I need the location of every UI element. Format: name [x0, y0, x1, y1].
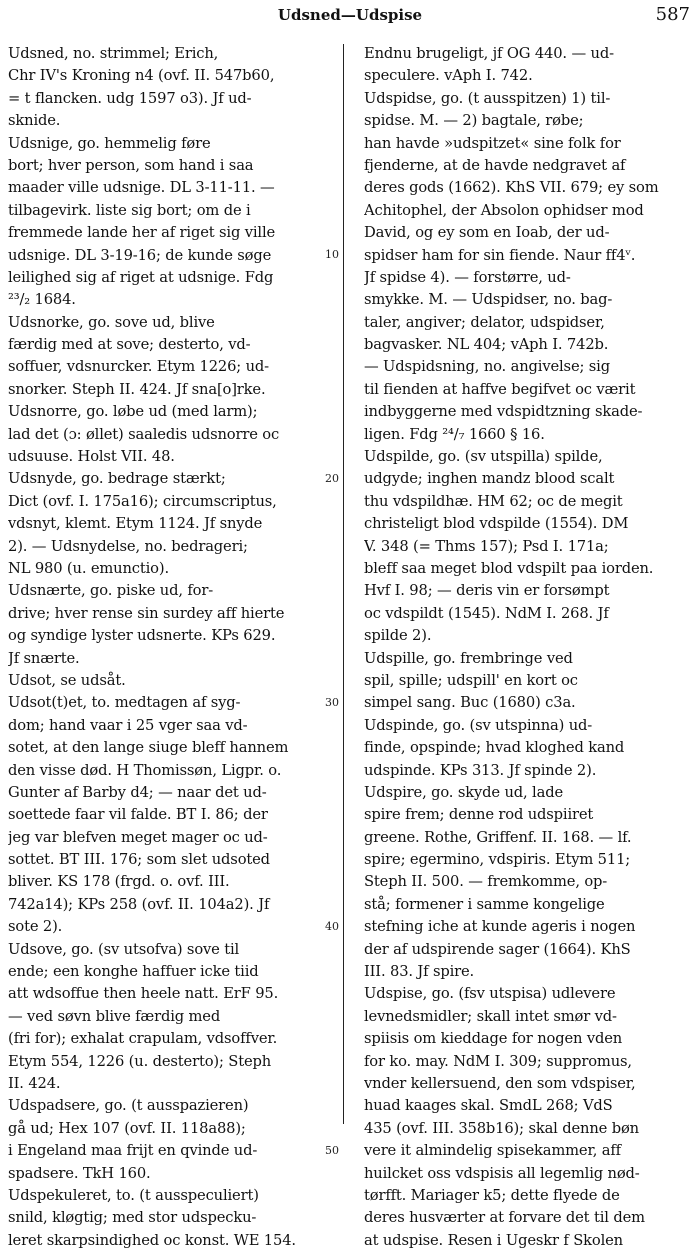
- text-line: Steph II. 500. — fremkomme, op-: [364, 873, 608, 891]
- text-line: tørfft. Mariager k5; dette flyede de: [364, 1186, 620, 1204]
- text-line: stefning iche at kunde ageris i nogen: [364, 918, 636, 936]
- text-line: sotet, at den lange siuge bleff hannem: [8, 739, 289, 757]
- text-line: spire frem; denne rod udspiiret: [364, 806, 594, 824]
- text-line: spil, spille; udspill' en kort oc: [364, 671, 578, 689]
- text-line: deres husværter at forvare det til dem: [364, 1209, 645, 1227]
- text-line: udsuuse. Holst VII. 48.: [8, 448, 175, 466]
- text-line: christeligt blod vdspilde (1554). DM: [364, 515, 629, 533]
- text-line: — ved søvn blive færdig med: [8, 1007, 221, 1025]
- page-header: [0, 6, 700, 28]
- text-line: indbyggerne med vdspidtzning skade-: [364, 403, 643, 421]
- text-line: vdsnyt, klemt. Etym 1124. Jf snyde: [8, 515, 263, 533]
- page-number: 587: [655, 4, 690, 25]
- text-line: gå ud; Hex 107 (ovf. II. 118a88);: [8, 1119, 246, 1137]
- text-line: for ko. may. NdM I. 309; suppromus,: [364, 1052, 632, 1070]
- text-line: Chr IV's Kroning n4 (ovf. II. 547b60,: [8, 67, 275, 85]
- text-line: thu vdspildhæ. HM 62; oc de megit: [364, 492, 623, 510]
- text-line: lad det (ɔ: øllet) saaledis udsnorre oc: [8, 425, 280, 443]
- text-line: i Engeland maa frijt en qvinde ud-: [8, 1142, 258, 1160]
- text-line: udsnige. DL 3-19-16; de kunde søge: [8, 246, 272, 264]
- text-line: vere it almindelig spisekammer, aff: [364, 1142, 621, 1160]
- text-line: stå; formener i samme kongelige: [364, 895, 605, 913]
- line-number: 30: [325, 695, 339, 709]
- text-line: Udsnærte, go. piske ud, for-: [8, 582, 214, 600]
- text-line: Gunter af Barby d4; — naar det ud-: [8, 783, 267, 801]
- text-line: 742a14); KPs 258 (ovf. II. 104a2). Jf: [8, 895, 270, 913]
- text-line: ende; een konghe haffuer icke tiid: [8, 963, 259, 981]
- running-title: Udsned—Udspise: [277, 6, 423, 24]
- left-column: [8, 43, 326, 1252]
- right-column: [364, 43, 690, 1252]
- text-line: Udspinde, go. (sv utspinna) ud-: [364, 716, 593, 734]
- text-line: Udsnyde, go. bedrage stærkt;: [8, 470, 226, 488]
- text-line: V. 348 (= Thms 157); Psd I. 171a;: [364, 537, 609, 555]
- text-line: III. 83. Jf spire.: [364, 963, 475, 981]
- text-line: Udsnorke, go. sove ud, blive: [8, 313, 215, 331]
- text-line: bliver. KS 178 (frgd. o. ovf. III.: [8, 873, 230, 891]
- text-line: (fri for); exhalat crapulam, vdsoffver.: [8, 1030, 278, 1048]
- text-line: Udspise, go. (fsv utspisa) udlevere: [364, 985, 616, 1003]
- text-line: huilcket oss vdspisis all legemlig nød-: [364, 1164, 640, 1182]
- text-line: til fienden at haffve begifvet oc værit: [364, 380, 636, 398]
- text-line: 2). — Udsnydelse, no. bedrageri;: [8, 537, 248, 555]
- text-line: maader ville udsnige. DL 3-11-11. —: [8, 179, 275, 197]
- text-line: udspinde. KPs 313. Jf spinde 2).: [364, 761, 597, 779]
- text-line: II. 424.: [8, 1074, 61, 1092]
- text-line: spiisis om kieddage for nogen vden: [364, 1030, 623, 1048]
- text-line: jeg var blefven meget mager oc ud-: [8, 828, 268, 846]
- text-line: = t flancken. udg 1597 o3). Jf ud-: [8, 89, 252, 107]
- text-line: Dict (ovf. I. 175a16); circumscriptus,: [8, 492, 277, 510]
- text-line: simpel sang. Buc (1680) c3a.: [364, 694, 576, 712]
- text-line: speculere. vAph I. 742.: [364, 67, 533, 85]
- text-line: og syndige lyster udsnerte. KPs 629.: [8, 627, 276, 645]
- text-line: 435 (ovf. III. 358b16); skal denne bøn: [364, 1119, 639, 1137]
- text-line: drive; hver rense sin surdey aff hierte: [8, 604, 285, 622]
- text-line: dom; hand vaar i 25 vger saa vd-: [8, 716, 248, 734]
- text-line: — Udspidsning, no. angivelse; sig: [364, 358, 610, 376]
- text-line: Udspekuleret, to. (t ausspeculiert): [8, 1186, 259, 1204]
- line-number: 40: [325, 919, 339, 933]
- text-line: færdig med at sove; desterto, vd-: [8, 336, 251, 354]
- text-line: Udsned, no. strimmel; Erich,: [8, 45, 219, 62]
- text-line: greene. Rothe, Griffenf. II. 168. — lf.: [364, 828, 632, 846]
- text-line: den visse død. H Thomissøn, Ligpr. o.: [8, 761, 282, 779]
- text-line: smykke. M. — Udspidser, no. bag-: [364, 291, 613, 309]
- text-line: NL 980 (u. emunctio).: [8, 559, 169, 577]
- text-line: deres gods (1662). KhS VII. 679; ey som: [364, 179, 659, 197]
- text-line: sottet. BT III. 176; som slet udsoted: [8, 851, 270, 869]
- text-line: han havde »udspitzet« sine folk for: [364, 134, 621, 152]
- text-line: spidser ham for sin fiende. Naur ff4ᵛ.: [364, 246, 636, 264]
- text-line: soettede faar vil falde. BT I. 86; der: [8, 806, 268, 824]
- text-line: der af udspirende sager (1664). KhS: [364, 940, 631, 958]
- text-line: oc vdspildt (1545). NdM I. 268. Jf: [364, 604, 609, 622]
- text-line: soffuer, vdsnurcker. Etym 1226; ud-: [8, 358, 269, 376]
- text-line: at udspise. Resen i Ugeskr f Skolen: [364, 1231, 623, 1249]
- text-line: ²³/₂ 1684.: [8, 291, 76, 309]
- text-line: spilde 2).: [364, 627, 432, 645]
- text-line: spidse. M. — 2) bagtale, røbe;: [364, 112, 584, 130]
- text-line: Udspille, go. frembringe ved: [364, 649, 573, 667]
- text-line: Udsot(t)et, to. medtagen af syg-: [8, 694, 241, 712]
- text-line: bleff saa meget blod vdspilt paa iorden.: [364, 559, 654, 577]
- text-line: finde, opspinde; hvad kloghed kand: [364, 739, 625, 757]
- text-line: Etym 554, 1226 (u. desterto); Steph: [8, 1052, 272, 1070]
- text-line: sknide.: [8, 112, 61, 130]
- line-number: 10: [325, 247, 339, 261]
- text-line: fjenderne, at de havde nedgravet af: [364, 156, 626, 174]
- text-line: David, og ey som en Ioab, der ud-: [364, 224, 610, 242]
- text-line: levnedsmidler; skall intet smør vd-: [364, 1007, 617, 1025]
- text-line: udgyde; inghen mandz blood scalt: [364, 470, 615, 488]
- text-line: ligen. Fdg ²⁴/₇ 1660 § 16.: [364, 425, 545, 443]
- text-line: leret skarpsindighed oc konst. WE 154.: [8, 1231, 296, 1249]
- text-line: sote 2).: [8, 918, 63, 936]
- text-line: Endnu brugeligt, jf OG 440. — ud-: [364, 45, 614, 62]
- column-divider: [343, 44, 344, 1124]
- text-line: Udspidse, go. (t ausspitzen) 1) til-: [364, 89, 611, 107]
- text-line: snild, kløgtig; med stor udspecku-: [8, 1209, 257, 1227]
- text-line: vnder kellersuend, den som vdspiser,: [364, 1074, 636, 1092]
- text-line: taler, angiver; delator, udspidser,: [364, 313, 605, 331]
- text-line: leilighed sig af riget at udsnige. Fdg: [8, 268, 274, 286]
- text-line: att wdsoffue then heele natt. ErF 95.: [8, 985, 279, 1003]
- line-number: 50: [325, 1143, 339, 1157]
- text-line: Udspilde, go. (sv utspilla) spilde,: [364, 448, 603, 466]
- text-line: Udspadsere, go. (t ausspazieren): [8, 1097, 249, 1115]
- text-line: Jf spidse 4). — forstørre, ud-: [364, 268, 571, 286]
- text-line: Hvf I. 98; — deris vin er forsømpt: [364, 582, 610, 600]
- text-line: Jf snærte.: [8, 649, 80, 667]
- text-line: Udsnorre, go. løbe ud (med larm);: [8, 403, 258, 421]
- text-line: Udsove, go. (sv utsofva) sove til: [8, 940, 240, 958]
- text-line: spadsere. TkH 160.: [8, 1164, 151, 1182]
- text-line: spire; egermino, vdspiris. Etym 511;: [364, 851, 631, 869]
- text-line: huad kaages skal. SmdL 268; VdS: [364, 1097, 613, 1115]
- text-line: Achitophel, der Absolon ophidser mod: [364, 201, 644, 219]
- text-line: bort; hver person, som hand i saa: [8, 156, 254, 174]
- text-line: fremmede lande her af riget sig ville: [8, 224, 276, 242]
- text-line: snorker. Steph II. 424. Jf sna[o]rke.: [8, 380, 266, 398]
- text-line: Udsot, se udsåt.: [8, 671, 126, 689]
- line-number: 20: [325, 471, 339, 485]
- text-line: Udsnige, go. hemmelig føre: [8, 134, 211, 152]
- text-line: Udspire, go. skyde ud, lade: [364, 783, 563, 801]
- text-line: tilbagevirk. liste sig bort; om de i: [8, 201, 251, 219]
- text-line: bagvasker. NL 404; vAph I. 742b.: [364, 336, 609, 354]
